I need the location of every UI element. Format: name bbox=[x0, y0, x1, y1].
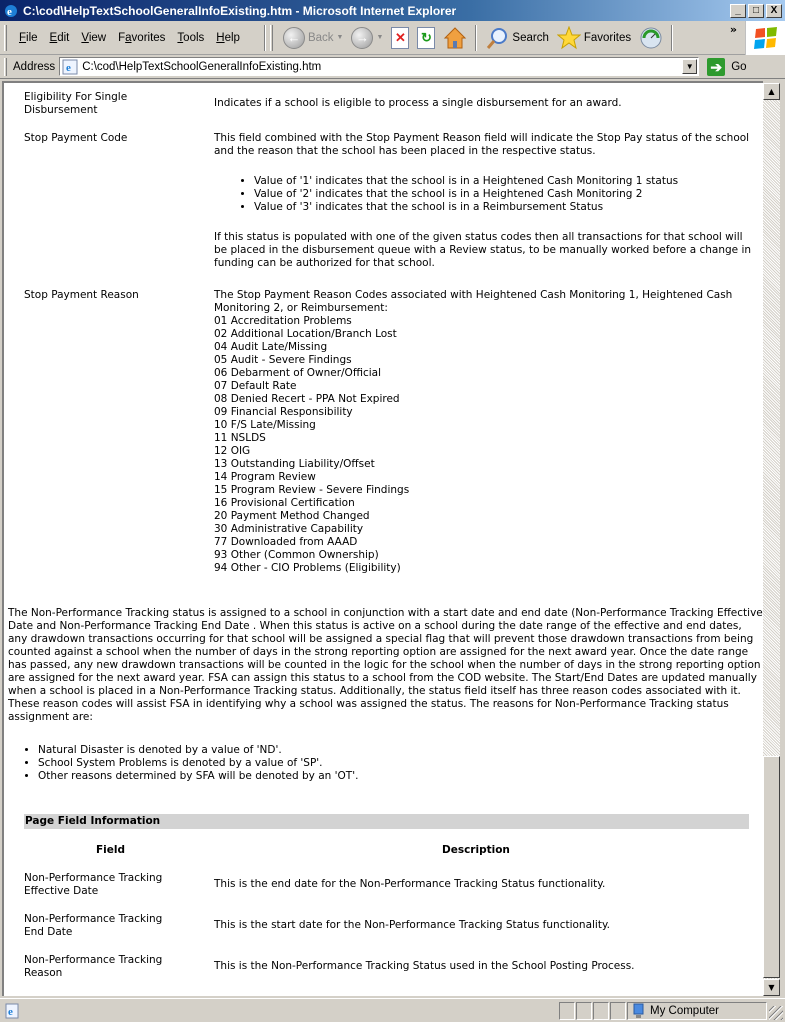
address-dropdown-button[interactable]: ▼ bbox=[682, 59, 697, 74]
scroll-down-button[interactable]: ▼ bbox=[763, 979, 780, 996]
list-item: 11 NSLDS bbox=[214, 432, 266, 444]
stop-button[interactable] bbox=[387, 23, 413, 53]
history-icon bbox=[639, 26, 663, 50]
go-button[interactable]: ➔ Go bbox=[707, 58, 746, 76]
status-text-pane bbox=[0, 1002, 558, 1020]
list-item: 02 Additional Location/Branch Lost bbox=[214, 328, 397, 340]
toolbar-grip[interactable] bbox=[4, 58, 7, 76]
address-bar bbox=[0, 55, 785, 79]
field-name: Stop Payment Reason bbox=[24, 289, 139, 301]
status-pane bbox=[593, 1002, 609, 1020]
field-description: This is the end date for the Non-Performance Tracking Status functionality. bbox=[214, 878, 606, 890]
title-bar bbox=[0, 0, 785, 21]
list-item: 06 Debarment of Owner/Official bbox=[214, 367, 382, 379]
list-item: • Other reasons determined by SFA will be denoted by an 'OT'. bbox=[38, 770, 734, 783]
list-item: 08 Denied Recert - PPA Not Expired bbox=[214, 393, 400, 405]
toolbar-grip[interactable] bbox=[4, 25, 7, 51]
star-icon bbox=[557, 26, 581, 50]
list-item: • Value of '3' indicates that the school is in a Reimbursement Status bbox=[254, 201, 754, 214]
search-icon bbox=[485, 26, 509, 50]
stop-icon: ✕ bbox=[391, 27, 409, 49]
toolbar-grip[interactable] bbox=[270, 25, 273, 51]
menu-file[interactable]: File bbox=[19, 31, 38, 44]
toolbar-separator bbox=[264, 25, 266, 51]
list-item: 05 Audit - Severe Findings bbox=[214, 354, 352, 366]
field-name: Non-Performance Tracking End Date bbox=[24, 913, 163, 938]
list-item: • School System Problems is denoted by a value of 'SP'. bbox=[38, 757, 734, 770]
status-pane bbox=[559, 1002, 575, 1020]
toolbar-overflow-chevron[interactable]: » bbox=[729, 23, 737, 36]
list-item: 93 Other (Common Ownership) bbox=[214, 549, 379, 561]
address-label: Address bbox=[13, 60, 56, 73]
status-bar bbox=[0, 998, 785, 1022]
npt-reason-list bbox=[34, 744, 734, 783]
close-button[interactable]: X bbox=[766, 4, 782, 18]
list-item: 01 Accreditation Problems bbox=[214, 315, 352, 327]
list-item: 10 F/S Late/Missing bbox=[214, 419, 316, 431]
list-item: 30 Administrative Capability bbox=[214, 523, 364, 535]
field-name: Eligibility For Single Disbursement bbox=[24, 91, 128, 116]
windows-logo bbox=[745, 21, 785, 55]
menu-favorites[interactable]: Favorites bbox=[118, 31, 166, 44]
list-item: • Natural Disaster is denoted by a value of 'ND'. bbox=[38, 744, 734, 757]
npt-paragraph: The Non-Performance Tracking status is assigned to a school in conjunction with a start date and end date (Non-Performance Tracking Effective Date and Non-Performance Tracking End Date . When this status is active on a school during the date range of the effective and end dates, any drawdown transactions occurring for that school will be assigned a special flag that will prevent those drawdown transactions from being counted against a school when the number of days in the strong reporting option are assigned for the next award year. Once the date range has passed, any new drawdown transactions will be counted in the logic for the school when the number of days in the strong reporting option are assigned for the next award year. FSA can assign this status to a school from the COD website. The Start/End Dates are updated manually when a school is placed in a Non-Performance Tracking status. Additionally, the status field itself has three reason codes associated with it. These reason codes will assist FSA in identifying why a school was assigned the status. The reasons for Non-Performance Tracking status assignment are: bbox=[8, 607, 763, 723]
field-description: This is the start date for the Non-Performance Tracking Status functionality. bbox=[214, 919, 611, 931]
list-item: 14 Program Review bbox=[214, 471, 316, 483]
reason-code-list bbox=[214, 315, 754, 575]
toolbar-row bbox=[0, 21, 785, 55]
status-pane bbox=[610, 1002, 626, 1020]
menu-tools[interactable]: Tools bbox=[177, 31, 205, 44]
svg-text:e: e bbox=[7, 5, 12, 18]
list-item: 07 Default Rate bbox=[214, 380, 297, 392]
go-arrow-icon: ➔ bbox=[707, 58, 725, 76]
favorites-button[interactable]: Favorites bbox=[553, 23, 635, 53]
menu-edit[interactable]: Edit bbox=[49, 31, 70, 44]
computer-icon bbox=[632, 1003, 646, 1019]
list-item: 20 Payment Method Changed bbox=[214, 510, 370, 522]
ie-logo-icon bbox=[3, 3, 19, 19]
page-ie-icon bbox=[4, 1003, 20, 1019]
dropdown-caret-icon: ▼ bbox=[336, 34, 344, 41]
field-name: Non-Performance Tracking Effective Date bbox=[24, 872, 163, 897]
refresh-icon: ↻ bbox=[417, 27, 435, 49]
list-item: • Value of '2' indicates that the school is in a Heightened Cash Monitoring 2 bbox=[254, 188, 754, 201]
column-header-description: Description bbox=[442, 844, 510, 856]
list-item: 15 Program Review - Severe Findings bbox=[214, 484, 410, 496]
svg-text:e: e bbox=[66, 61, 72, 74]
search-button[interactable]: Search bbox=[481, 23, 552, 53]
column-header-field: Field bbox=[96, 844, 126, 856]
toolbar-separator bbox=[475, 25, 477, 51]
vertical-scrollbar[interactable] bbox=[763, 83, 780, 996]
scroll-thumb[interactable] bbox=[763, 756, 780, 978]
home-icon bbox=[443, 26, 467, 50]
home-button[interactable] bbox=[439, 23, 471, 53]
windows-flag-icon bbox=[753, 26, 779, 50]
list-item: • Value of '1' indicates that the school is in a Heightened Cash Monitoring 1 status bbox=[254, 175, 754, 188]
list-item: 12 OIG bbox=[214, 445, 251, 457]
dropdown-caret-icon: ▼ bbox=[376, 34, 384, 41]
status-pane bbox=[576, 1002, 592, 1020]
list-item: 04 Audit Late/Missing bbox=[214, 341, 328, 353]
forward-arrow-icon: → bbox=[351, 27, 373, 49]
forward-button[interactable] bbox=[347, 23, 387, 53]
field-description: This is the Non-Performance Tracking Status used in the School Posting Process. bbox=[214, 960, 635, 972]
list-item: 94 Other - CIO Problems (Eligibility) bbox=[214, 562, 401, 574]
field-name: Non-Performance Tracking Reason bbox=[24, 954, 163, 979]
toolbar-separator bbox=[671, 25, 673, 51]
refresh-button[interactable] bbox=[413, 23, 439, 53]
menu-help[interactable]: Help bbox=[216, 31, 240, 44]
field-description: The Stop Payment Reason Codes associated with Heightened Cash Monitoring 1, Heightened Cash Monitoring 2, or Reimbursement: 01 Accreditation Problems 02 Additional Location/Branch Lost 04 Audit Late/Missing 05 Audit - Severe Findings 06 Debarment of Owner/Official 07 Default Rate 08 Denied Recert - PPA Not Expired 09 Financial Responsibility 10 F/S Late/Missing 11 NSLDS 12 OIG 13 Outstanding Liability/Offset 14 Program Review 15 Program Review - Severe Findings 16 Provisional Certification 20 Payment Method Changed 30 Administrative Capability 77 Downloaded from AAAD 93 Other (Common Ownership) 94 Other - CIO Problems (Eligibility) bbox=[214, 289, 754, 575]
security-zone: My Computer bbox=[627, 1002, 767, 1020]
window-title: C:\cod\HelpTextSchoolGeneralInfoExisting.htm - Microsoft Internet Explorer bbox=[23, 3, 457, 18]
list-item: 77 Downloaded from AAAD bbox=[214, 536, 358, 548]
maximize-button[interactable]: □ bbox=[748, 4, 764, 18]
address-input[interactable] bbox=[59, 57, 699, 76]
minimize-button[interactable]: _ bbox=[730, 4, 746, 18]
field-name: Stop Payment Code bbox=[24, 132, 128, 144]
back-arrow-icon: ← bbox=[283, 27, 305, 49]
back-button[interactable]: ← Back ▼ bbox=[279, 23, 348, 53]
history-button[interactable] bbox=[635, 23, 667, 53]
svg-text:e: e bbox=[8, 1005, 13, 1018]
scroll-up-button[interactable]: ▲ bbox=[763, 83, 780, 100]
list-item: 09 Financial Responsibility bbox=[214, 406, 353, 418]
stop-code-list bbox=[254, 175, 754, 214]
field-description: This field combined with the Stop Payment Reason field will indicate the Stop Pay status of the school and the reason that the school has been placed in the respective status. • Value of '1' indicates that the school is in a Heightened Cash Monitoring 1 status • Value of '2' indicates that the school is in a Heightened Cash Monitoring 2 • Value of '3' indicates that the school is in a Reimbursement Status If this status is populated with one of the given status codes then all transactions for that school will be placed in the disbursement queue with a Review status, to be manually worked before a change in funding can be authorized for that school. bbox=[214, 132, 754, 270]
page-ie-icon bbox=[62, 59, 78, 75]
menu-view[interactable]: View bbox=[81, 31, 107, 44]
page-viewport bbox=[2, 81, 763, 996]
list-item: 16 Provisional Certification bbox=[214, 497, 355, 509]
section-header: Page Field Information bbox=[24, 814, 749, 829]
resize-grip[interactable] bbox=[769, 1006, 783, 1020]
field-description: Indicates if a school is eligible to process a single disbursement for an award. bbox=[214, 97, 622, 109]
address-value: C:\cod\HelpTextSchoolGeneralInfoExisting.htm bbox=[82, 60, 322, 73]
list-item: 13 Outstanding Liability/Offset bbox=[214, 458, 375, 470]
